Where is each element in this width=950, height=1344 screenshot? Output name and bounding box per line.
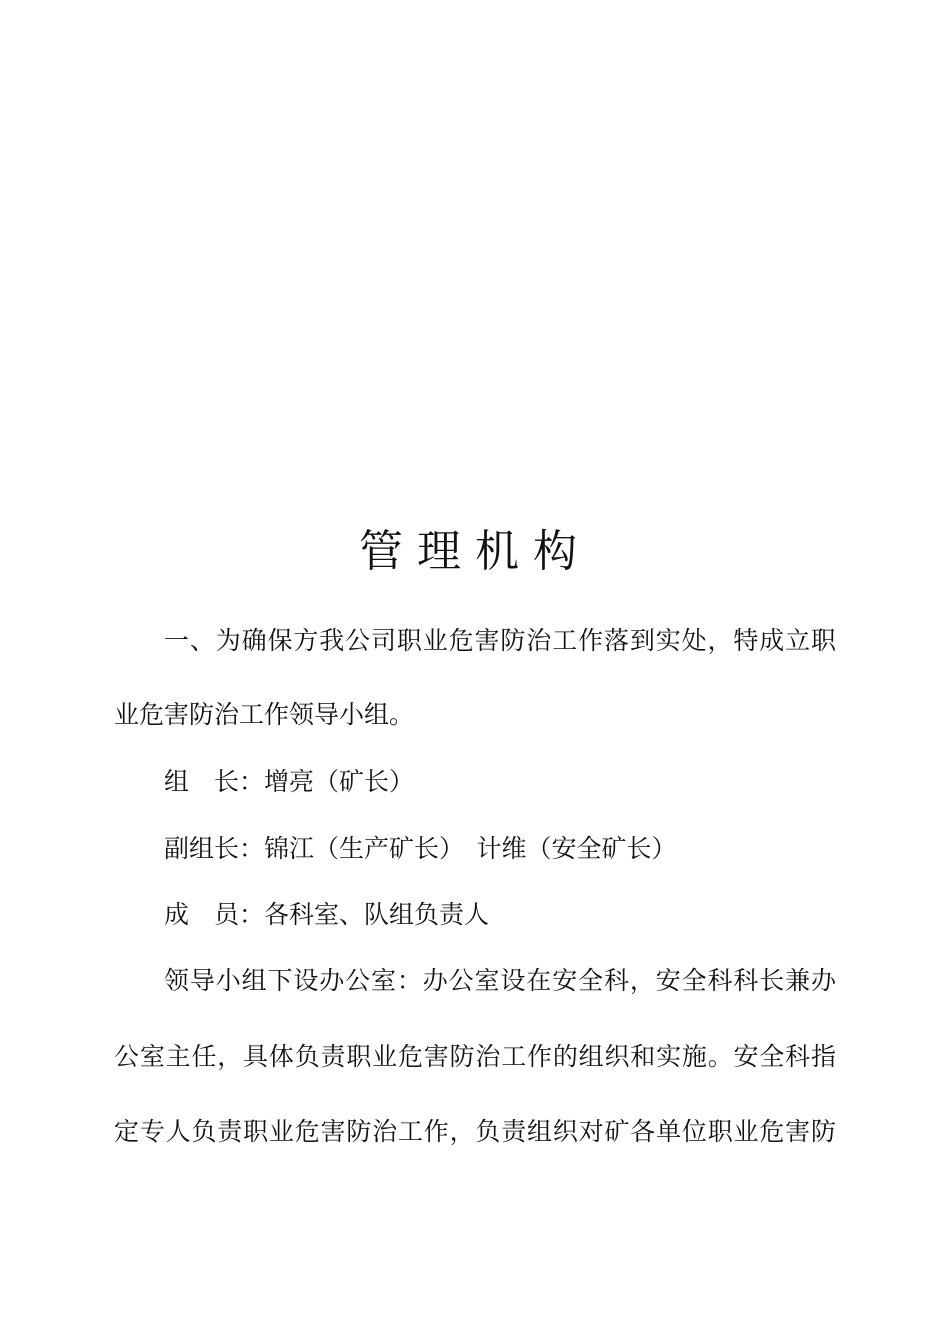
deputy-leader-line: 副组长：锦江（生产矿长） 计维（安全矿长）	[164, 834, 677, 863]
leader-line: 组 长：增亮（矿长）	[164, 767, 415, 796]
paragraph-2-line-3: 定专人负责职业危害防治工作，负责组织对矿各单位职业危害防	[114, 1117, 836, 1146]
document-title: 管理机构	[359, 526, 591, 577]
paragraph-2-line-2: 公室主任，具体负责职业危害防治工作的组织和实施。安全科指	[114, 1042, 836, 1071]
paragraph-1-line-2: 业危害防治工作领导小组。	[114, 700, 415, 729]
paragraph-1-line-1: 一、为确保方我公司职业危害防治工作落到实处，特成立职	[164, 626, 836, 655]
members-line: 成 员：各科室、队组负责人	[164, 900, 490, 929]
paragraph-2-line-1: 领导小组下设办公室：办公室设在安全科，安全科科长兼办	[164, 966, 836, 995]
